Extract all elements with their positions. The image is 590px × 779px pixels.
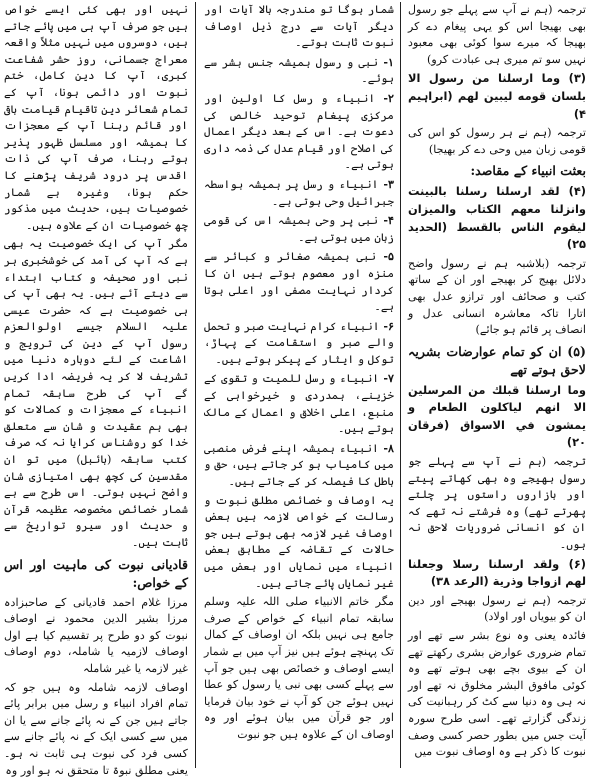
note-paragraph: فائدہ یعنی وہ نوع بشر سے تھے اور تمام ضروری عوارض بشری رکھتے تھے ان کے بیوی بچے بھی ہوتے تھے وہ کوئی مافوق البشر مخلوق نہ تھے اور نہ ہی وہ دنیا سے کٹ کر رہبانیت کی زندگی گزارتے تھے۔ اسی طرح سورہ آیت جس میں بطور حصر کسی وصف نبوت کا ذکر ہے وہ اوصاف نبوت میں [408,629,586,759]
list-item: ۱- نبی و رسول ہمیشہ جنس بشر سے ہوئے۔ [204,54,394,86]
translation-paragraph: ترجمہ (ہم نے آپ سے پہلے جو رسول بھیجے وہ بھی کھاتے پیتے اور بازاروں راستوں پر چلتے پھرتے تھے) وہ فرشتے نہ تھے کہ ان کو انسانی ضروریات لاحق نہ ہوں۔ [408,455,586,552]
list-item: ۵- نبی ہمیشہ صغائر و کبائر سے منزہ اور معصوم ہوتے ہیں ان کا کردار نہایت مصفی اور اعلی ہوتا ہے۔ [204,249,394,314]
verse-reference: (فرقان ۲۰) [408,417,586,450]
body-paragraph: نہیں اور بھی کئی ایسے خواص ہیں جو صرف آپ ہی میں پائے جاتے ہیں، دوسروں میں نہیں مثلاً واقعہ معراج جسمانی، روز حشر شفاعت کبری، آپ کا دین کامل، ختم نبوت اور دائمی ہونا، آپ کے تمام شعائر دین تاقیام قیامت باقی اور قائم رہنا آپ کے معجزات کا ہمیشہ اور مسلسل ظہور پذیر ہوتے رہنا، صرف آپ کی ذات اقدس پر درود شریف پڑھنے کا حکم ہونا، وغیرہ بے شمار خصوصیات ہیں، حدیث میں مذکور چھ خصوصیات ان کے علاوہ ہیں۔ [4,3,188,232]
column-middle [204,2,394,768]
verse-number: (۶) [568,556,586,571]
body-paragraph: مرزا غلام احمد قادیانی کے صاحبزادہ مرزا بشیر الدین محمود نے اوصاف نبوت کو دو طرح پر تقسیم کیا ہے اول اوصاف لازمیہ یا شاملہ، دوم اوصاف غیر لازمہ یا غیر شاملہ [4,595,188,675]
verse-reference: (الحدید ۲۵) [408,219,586,252]
translation-paragraph: ترجمہ (ہم نے رسول بھیجے اور دین ان کو بیویاں اور اولاد) [408,593,586,624]
verse-reference: (ابراہیم ۴) [408,88,586,121]
column-divider [400,2,401,768]
section-heading: بعثت انبیاء کے مقاصد: [470,163,586,179]
verse-text: وما ارسلنا من رسول الا بلسان قومه ليبين لهم [408,71,587,103]
translation-paragraph: ترجمہ (بلاشبہ ہم نے رسول واضح دلائل بھیج کر بھیجے اور ان کے ساتھ کتب و صحائف اور ترازو عدل بھی اتارا تاکہ معاشرہ انسانی عدل و انصاف پر قائم ہو جائے) [408,256,586,337]
list-item: ۶- انبیاء کرام نہایت صبر و تحمل والے صبر و استقامت کے پہاڑ، توکل و ایثار کے پیکر ہوتے ہیں۔ [204,318,394,366]
body-paragraph: اوصاف لازمہ شاملہ وہ ہیں جو کہ تمام افراد انبیاء و رسل میں برابر پائے جاتے ہیں جن کے نہ پائے جانے سے یا ان میں سے کسی ایک کے نہ پائے جانے سے کسی فرد کی نبوت ہی ثابت نہ ہو۔ یعنی مطلق نبوۃ تا متحقق نہ ہو اور وہ [4,680,188,777]
quran-verse [408,183,586,253]
body-paragraph: یہ اوصاف و خصائص مطلق نبوت و رسالت کے خواص لازمہ ہیں بعض اوصاف غیر لازمہ بھی ہوتے ہیں جو حالات کے تقاضہ کے مطابق بعض انبیاء میں نمایاں اور بعض میں غیر نمایاں پائے جاتے ہیں۔ [204,493,394,590]
body-paragraph: مگر آپ کی ایک خصوصیت یہ بھی ہے کہ آپ کی آمد کی خوشخبری ہر نبی اور صحیفہ و کتاب ابتداء سے دیتے آئے ہیں۔ یہ بھی آپ کی ہی خصوصیت ہے کہ حضرت عیسی علیہ السلام جیسے اولوالعزم رسول آپ کے دین کی ترویج و اشاعت کے لئے دوبارہ دنیا میں تشریف لا کر یہ فریضہ ادا کریں گے آپ کی طرح سابقہ تمام انبیاء کے معجزات و کمالات کو بھی ہم عقیدت و شان سے متعلق خدا کو روشناس کرایا نہ کہ صرف کتب سابقہ (بائبل) میں تو ان مقدسین کی کچھ بھی امتیازی شان واضح نہیں ہوتی۔ اس طرح سے بے شمار خصائص مخصوصہ عظیمہ قرآن و حدیث اور سیرو تواریخ سے ثابت ہیں۔ [4,237,188,549]
verse-number: (۴) [568,184,587,199]
quran-verse [408,70,586,123]
list-item: ۳- انبیاء و رسل پر ہمیشہ بواسطہ جبرائیل وحی ہوتی ہے۔ [204,176,394,208]
verse-reference: ازواجا وذرية (الرعد ۳۸) [430,574,562,589]
list-item: ۸- انبیاء ہمیشہ اپنے فرض منصبی میں کامیاب ہو کر جاتے ہیں، حق و باطل کا فیصلہ کر کے جاتے ہیں۔ [204,440,394,489]
quran-verse [408,556,586,591]
column-divider [195,2,196,768]
numbered-point [408,343,586,379]
point-number: (۵) [567,343,586,359]
section-heading: قادیانی نبوت کی ماہیت اور اس کے خواص: [4,556,188,590]
verse-text: لقد ارسلنا رسلنا بالبينت وانزلنا معهم الكتاب والميزان ليقوم الناس بالقسط [408,184,586,234]
column-right [408,2,586,768]
intro-paragraph: شمار ہوگا تو مندرجہ بالا آیات اور دیگر آیات سے درج ذیل اوصاف نبوت ثابت ہوتے۔ [204,3,394,50]
point-text: ان کو تمام عوارضات بشریہ لاحق ہوتے تھے [408,343,586,377]
translation-paragraph: ترجمہ (ہم نے آپ سے پہلے جو رسول بھی بھیجا اس کو یہی پیغام دے کر بھیجا کہ میرے سوا کوئی بھی معبود نہیں سو تم میری ہی عبادت کرو) [408,3,586,66]
quran-verse [408,382,586,452]
list-item: ۴- نبی پر وحی ہمیشہ اس کی قومی زبان میں ہوتی ہے۔ [204,213,394,244]
translation-paragraph: ترجمہ (ہم نے ہر رسول کو اس کی قومی زبان میں وحی دے کر بھیجا) [408,126,586,156]
body-paragraph: مگر خاتم الانبیاء صلی اللہ علیہ وسلم سابقہ تمام انبیاء کے خواص کے صرف جامع ہی نہیں بلکہ ان اوصاف کے کمال تک پہنچے ہوئے ہیں نیز آپ میں بے شمار ایسے اوصاف و خصائص بھی ہیں جو آپ سے پہلے کسی بھی نبی یا رسول کو عطا نہیں ہوئے جن کو آپ نے خود بیان فرمایا اور جو قرآن میں بیان ہوئے اور وہ اوصاف ان کے علاوہ ہیں جو نبوت [204,595,394,741]
verse-number: (۳) [568,71,586,86]
column-left [4,2,188,777]
list-item: ۲- انبیاء و رسل کا اولین اور مرکزی پیغام توحید خالص کی دعوت ہے۔ اس کے بعد دیگر اعمال کی اصلاح اور قیام عدل کی ذمہ داری ہوتی ہے۔ [204,90,394,172]
list-item: ۷- انبیاء و رسل للمیت و تقوی کے خزینے، ہمدردی و خیرخواہی کے منبع، اعلی اخلاق و اعمال کے مالک ہوتے ہیں۔ [204,371,394,436]
verse-text: ولقد ارسلنا رسلا وجعلنا لهم [408,556,586,589]
verse-text: وما ارسلنا قبلك من المرسلين الا انهم لياكلون الطعام و يمشون في الاسواق [408,382,586,432]
